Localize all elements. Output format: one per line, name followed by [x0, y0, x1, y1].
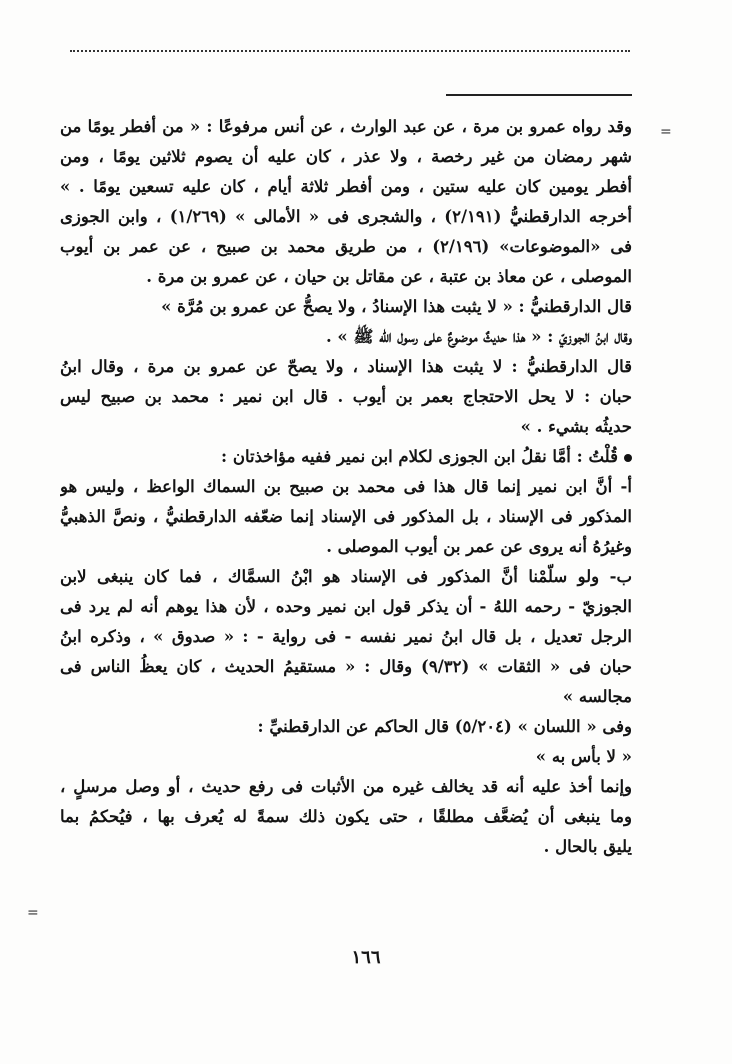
- text-line: المذكور فى الإسناد ، بل المذكور فى الإسناد إنما ضعّفه الدارقطنيُّ ، ونصَّ الذهبيُّ: [60, 507, 632, 526]
- text-line-with-bullet: [60, 442, 632, 472]
- text-line: مجالسه »: [562, 687, 632, 706]
- text-line: قال الدارقطنيُّ : لا يثبت هذا الإسناد ، ولا يصحّ عن عمرو بن مرة ، وقال ابنُ: [60, 357, 632, 376]
- text-line: فى «الموضوعات» (٢/١٩٦) ، من طريق محمد بن صبيح ، عن عمر بن أيوب: [60, 237, 632, 256]
- text-line: حبان فى « الثقات » (٩/٣٢) وقال : « مستقيمُ الحديث ، كان يعظُ الناس فى: [60, 657, 632, 676]
- header-dotted-rule: [70, 50, 630, 52]
- text-line: أ- أنَّ ابن نمير إنما قال هذا فى محمد بن صبيح بن السماك الواعظ ، وليس هو: [60, 477, 632, 496]
- page-number: ١٦٦: [351, 947, 381, 968]
- text-line: قُلْتُ : أمَّا نقلُ ابن الجوزى لكلام ابن نمير ففيه مؤاخذتان :: [221, 447, 618, 466]
- text-line: حديثُه بشيء . »: [520, 417, 632, 436]
- text-line: أفطر يومين كان عليه ستين ، ومن أفطر ثلاثة أيام ، كان عليه تسعين يومًا . »: [60, 177, 632, 196]
- margin-mark: =: [660, 124, 672, 140]
- text-line: حبان : لا يحل الاحتجاج بعمر بن أيوب . قال ابن نمير : محمد بن صبيح ليس: [60, 387, 632, 406]
- text-line: الجوزيّ - رحمه اللهُ - أن يذكر قول ابن نمير وحده ، لأن هذا يوهم أنه لم يرد فى: [60, 597, 632, 616]
- bullet-icon: [624, 454, 632, 462]
- text-line: وقد رواه عمرو بن مرة ، عن عبد الوارث ، عن أنس مرفوعًا : « من أفطر يومًا من: [60, 117, 632, 136]
- text-line: ب- ولو سلّمْنا أنَّ المذكور فى الإسناد هو ابْنُ السمَّاك ، فما كان ينبغى لابن: [60, 567, 632, 586]
- text-line: وما ينبغى أن يُضعَّف مطلقًا ، حتى يكون ذلك سمةً له يُعرف بها ، فيُحكمُ بما: [60, 807, 632, 826]
- text-line: يليق بالحال .: [543, 837, 632, 856]
- body-text: [60, 112, 632, 862]
- margin-mark: =: [27, 905, 39, 921]
- text-line: وقال ابنُ الجوزيّ : « هذا حديثٌ موضوعٌ على رسول الله ﷺ » .: [325, 327, 632, 346]
- text-line: الرجل تعديل ، بل قال ابنُ نمير نفسه - فى رواية - : « صدوق » ، وذكره ابنُ: [60, 627, 632, 646]
- text-line: أخرجه الدارقطنيُّ (٢/١٩١) ، والشجرى فى « الأمالى » (١/٢٦٩) ، وابن الجوزى: [60, 207, 632, 226]
- text-line: قال الدارقطنيُّ : « لا يثبت هذا الإسنادُ ، ولا يصحُّ عن عمرو بن مُرَّة »: [161, 297, 632, 316]
- header-rule: [446, 94, 632, 96]
- text-line: وغيرُهُ أنه يروى عن عمر بن أيوب الموصلى .: [326, 537, 632, 556]
- text-line: « لا بأس به »: [535, 747, 632, 766]
- text-line: وفى « اللسان » (٥/٢٠٤) قال الحاكم عن الدارقطنيِّ :: [257, 717, 632, 736]
- text-line: شهر رمضان من غير رخصة ، ولا عذر ، كان عليه أن يصوم ثلاثين يومًا ، ومن: [60, 147, 632, 166]
- text-line: الموصلى ، عن معاذ بن عتبة ، عن مقاتل بن حيان ، عن عمرو بن مرة .: [146, 267, 632, 286]
- text-line: وإنما أخذ عليه أنه قد يخالف غيره من الأثبات فى رفع حديث ، أو وصل مرسلٍ ،: [60, 777, 632, 796]
